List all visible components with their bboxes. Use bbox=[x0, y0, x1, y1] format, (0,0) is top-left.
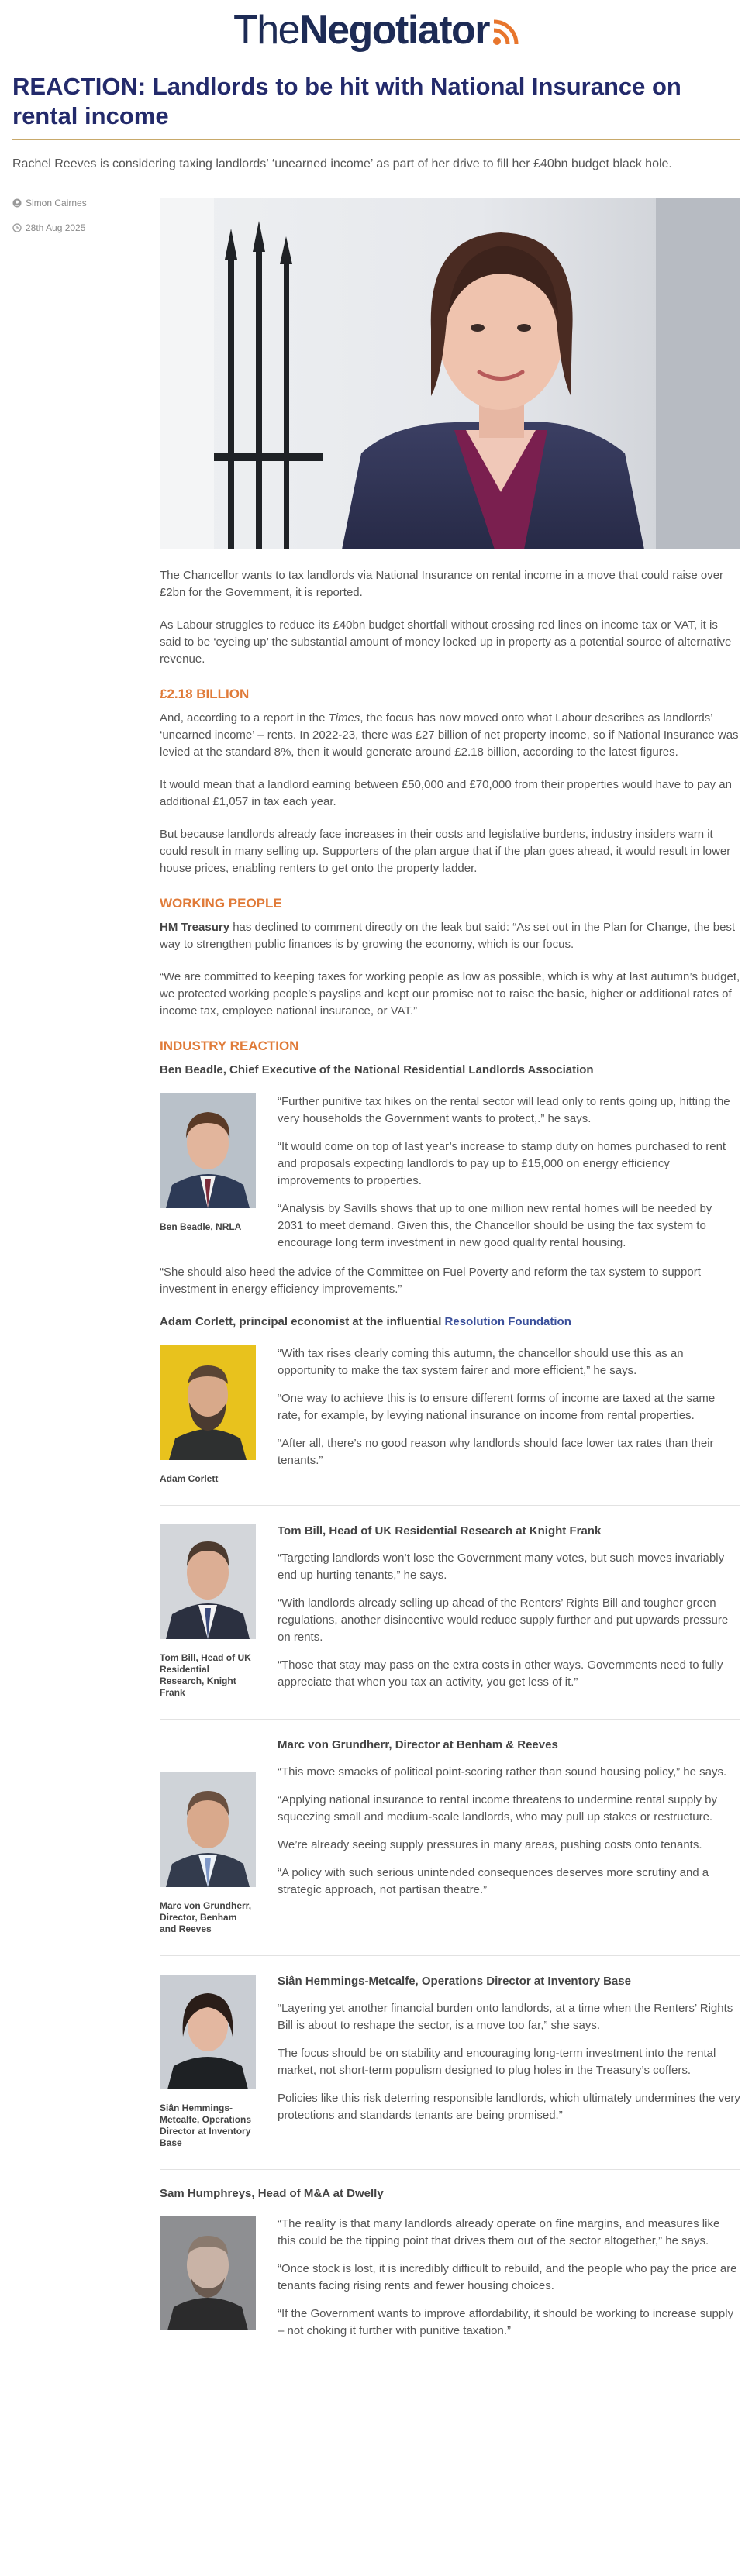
date-row bbox=[12, 219, 160, 236]
beadle-quote-block bbox=[160, 1093, 740, 1252]
article-content bbox=[160, 191, 740, 2371]
corlett-q3: “After all, there’s no good reason why landlords should face lower tax rates than their tenants.” bbox=[278, 1437, 714, 1467]
paragraph-6 bbox=[160, 919, 740, 953]
grundherr-heading: Marc von Grundherr, Director at Benham & Reeves bbox=[278, 1738, 558, 1751]
humphreys-q2: “Once stock is lost, it is incredibly difficult to rebuild, and the people who pay the price are tenants facing rising rents and fewer housing choices. bbox=[278, 2262, 737, 2292]
grundherr-q2: “Applying national insurance to rental income threatens to undermine rental supply by squeezing small and medium-scale landlords, who may pull up stakes or restructure. bbox=[278, 1793, 717, 1824]
beadle-q2: “It would come on top of last year’s increase to stamp duty on homes purchased to rent and proposals expecting landlords to pay up to £15,000 on energy efficiency improvements to properties. bbox=[278, 1140, 726, 1187]
article-meta bbox=[12, 191, 160, 2371]
subheading-working-people: WORKING PEOPLE bbox=[160, 896, 282, 911]
subheading-billion: £2.18 BILLION bbox=[160, 687, 250, 701]
corlett-quote-block bbox=[160, 1345, 740, 1485]
subheading-industry-reaction: INDUSTRY REACTION bbox=[160, 1038, 299, 1053]
beadle-quote-text bbox=[278, 1093, 740, 1252]
metcalfe-q3: Policies like this risk deterring responsible landlords, which ultimately undermines the very protections and standards tenants are being promised.” bbox=[278, 2092, 740, 2122]
humphreys-side bbox=[160, 2216, 278, 2340]
metcalfe-heading: Siân Hemmings-Metcalfe, Operations Director at Inventory Base bbox=[278, 1975, 631, 1988]
humphreys-q1: “The reality is that many landlords already operate on fine margins, and measures like this could be the tipping point that drives them out of the sector altogether,” he says. bbox=[278, 2217, 720, 2247]
bill-q3: “Those that stay may pass on the extra costs in other ways. Governments need to fully appreciate that when you tax an activity, you get less of it.” bbox=[278, 1658, 723, 1689]
beadle-heading: Ben Beadle, Chief Executive of the National Residential Landlords Association bbox=[160, 1063, 594, 1076]
humphreys-q3: “If the Government wants to improve affordability, it should be working to increase supply – not choking it further with punitive taxation.” bbox=[278, 2307, 734, 2337]
corlett-heading bbox=[160, 1315, 740, 1328]
metcalfe-q1: “Layering yet another financial burden onto landlords, at a time when the Renters’ Rights Bill is about to reshape the sector, is a move too far,” she says. bbox=[278, 2002, 733, 2032]
hero-image-rachel-reeves bbox=[160, 198, 740, 549]
bill-q2: “With landlords already selling up ahead of the Renters’ Rights Bill and tougher green regulations, another disincentive would reduce supply further and put upwards pressure on rents. bbox=[278, 1596, 729, 1644]
paragraph-1: The Chancellor wants to tax landlords via National Insurance on rental income in a move that could raise over £2bn for the Government, it is reported. bbox=[160, 569, 724, 599]
grundherr-quote-text bbox=[278, 1738, 740, 1935]
humphreys-quote-block bbox=[160, 2216, 740, 2340]
photo-ben-beadle bbox=[160, 1093, 256, 1208]
bill-caption: Tom Bill, Head of UK Residential Research, Knight Frank bbox=[160, 1652, 251, 1698]
author-row bbox=[12, 195, 160, 212]
bill-quote-block bbox=[160, 1524, 740, 1699]
grundherr-side bbox=[160, 1738, 278, 1935]
humphreys-heading: Sam Humphreys, Head of M&A at Dwelly bbox=[160, 2187, 384, 2200]
beadle-q4: “She should also heed the advice of the Committee on Fuel Poverty and reform the tax system to support investment in energy efficiency improvements.” bbox=[160, 1266, 701, 1296]
paragraph-6-rest: has declined to comment directly on the leak but said: “As set out in the Plan for Change, the best way to strengthen public finances is by growing the economy, which is our focus. bbox=[160, 921, 736, 951]
corlett-side bbox=[160, 1345, 278, 1485]
photo-sam-humphreys bbox=[160, 2216, 256, 2330]
divider-2 bbox=[160, 1719, 740, 1720]
author-name[interactable]: Simon Cairnes bbox=[26, 198, 87, 208]
humphreys-quote-text bbox=[278, 2216, 740, 2340]
paragraph-3-a: And, according to a report in the bbox=[160, 711, 329, 725]
publish-date: 28th Aug 2025 bbox=[26, 222, 86, 233]
logo-negotiator: Negotiator bbox=[299, 7, 490, 53]
paragraph-2: As Labour struggles to reduce its £40bn budget shortfall without crossing red lines on income tax or VAT, it is said to be ‘eyeing up’ the substantial amount of money locked up in property as a potential source of alternative revenue. bbox=[160, 618, 732, 666]
paragraph-3 bbox=[160, 710, 740, 761]
bottom-spacer bbox=[160, 2340, 740, 2371]
beadle-q3: “Analysis by Savills shows that up to one million new rental homes will be needed by 2031 to meet demand. Given this, the Chancellor should be using the tax system to encourage long term investment in new good quality rental housing. bbox=[278, 1202, 712, 1249]
site-header bbox=[0, 0, 752, 60]
article-wrap bbox=[0, 72, 752, 2371]
bill-side bbox=[160, 1524, 278, 1699]
paragraph-7: “We are committed to keeping taxes for working people as low as possible, which is why at last autumn’s budget, we protected working people’s payslips and kept our promise not to raise the basic, higher or additional rates of income tax, employee national insurance, or VAT.” bbox=[160, 970, 740, 1018]
paragraph-4: It would mean that a landlord earning between £50,000 and £70,000 from their properties would have to pay an additional £1,057 in tax each year. bbox=[160, 778, 732, 808]
beadle-q1: “Further punitive tax hikes on the rental sector will lead only to rents going up, hitting the very households the Government wants to protect,.” he says. bbox=[278, 1095, 730, 1125]
corlett-quote-text bbox=[278, 1345, 740, 1485]
grundherr-q4: “A policy with such serious unintended consequences deserves more scrutiny and a strategic approach, not partisan theatre.” bbox=[278, 1866, 709, 1896]
bill-q1: “Targeting landlords won’t lose the Government many votes, but such moves invariably end up hurting tenants,” he says. bbox=[278, 1551, 725, 1582]
corlett-q2: “One way to achieve this is to ensure different forms of income are taxed at the same rate, for example, by levying national insurance on income from rental properties. bbox=[278, 1392, 716, 1422]
clock-icon bbox=[12, 223, 22, 232]
bill-heading: Tom Bill, Head of UK Residential Research at Knight Frank bbox=[278, 1524, 602, 1538]
divider-4 bbox=[160, 2169, 740, 2170]
corlett-caption: Adam Corlett bbox=[160, 1473, 219, 1484]
photo-tom-bill bbox=[160, 1524, 256, 1639]
grundherr-q3: We’re already seeing supply pressures in many areas, pushing costs onto tenants. bbox=[278, 1838, 702, 1851]
article-body bbox=[12, 191, 740, 2371]
resolution-foundation-link[interactable]: Resolution Foundation bbox=[444, 1315, 571, 1328]
photo-adam-corlett bbox=[160, 1345, 256, 1460]
bill-quote-text bbox=[278, 1524, 740, 1699]
paragraph-3-b: , the focus has now moved onto what Labour describes as landlords’ ‘unearned income’ – rents. In 2022-23, there was £27 billion of net property income, so if National Insurance was levied at the standard 8%, then it would generate around £2.18 billion, according to the latest figures. bbox=[160, 711, 739, 759]
beadle-caption: Ben Beadle, NRLA bbox=[160, 1221, 242, 1232]
user-icon bbox=[12, 198, 22, 208]
site-logo[interactable] bbox=[233, 7, 519, 53]
grundherr-quote-block bbox=[160, 1738, 740, 1935]
corlett-q1: “With tax rises clearly coming this autumn, the chancellor should use this as an opportunity to make the tax system fairer and more efficient,” he says. bbox=[278, 1347, 684, 1377]
rss-icon bbox=[492, 19, 519, 46]
divider-3 bbox=[160, 1955, 740, 1956]
logo-the: The bbox=[233, 7, 300, 53]
article-standfirst: Rachel Reeves is considering taxing landlords’ ‘unearned income’ as part of her drive to fill her £40bn budget black hole. bbox=[12, 157, 672, 170]
hm-treasury: HM Treasury bbox=[160, 921, 230, 934]
photo-sian-hemmings-metcalfe bbox=[160, 1975, 256, 2089]
corlett-heading-text: Adam Corlett, principal economist at the influential bbox=[160, 1315, 445, 1328]
paragraph-5: But because landlords already face increases in their costs and legislative burdens, industry insiders warn it could result in many selling up. Supporters of the plan argue that if the plan goes ahead, it would result in lower house prices, enabling renters to get onto the property ladder. bbox=[160, 828, 731, 875]
beadle-side bbox=[160, 1093, 278, 1252]
metcalfe-quote-text bbox=[278, 1975, 740, 2149]
metcalfe-side bbox=[160, 1975, 278, 2149]
title-rule bbox=[12, 139, 740, 140]
times-ref: Times bbox=[328, 711, 360, 725]
metcalfe-caption: Siân Hemmings-Metcalfe, Operations Director at Inventory Base bbox=[160, 2102, 252, 2148]
photo-marc-von-grundherr bbox=[160, 1772, 256, 1887]
grundherr-q1: “This move smacks of political point-scoring rather than sound housing policy,” he says. bbox=[278, 1765, 727, 1779]
metcalfe-q2: The focus should be on stability and encouraging long-term investment into the rental market, not short-term populism designed to plug holes in the Treasury’s coffers. bbox=[278, 2047, 716, 2077]
divider-1 bbox=[160, 1505, 740, 1506]
grundherr-caption: Marc von Grundherr, Director, Benham and Reeves bbox=[160, 1900, 252, 1934]
metcalfe-quote-block bbox=[160, 1975, 740, 2149]
article-title: REACTION: Landlords to be hit with National Insurance on rental income bbox=[12, 73, 681, 129]
